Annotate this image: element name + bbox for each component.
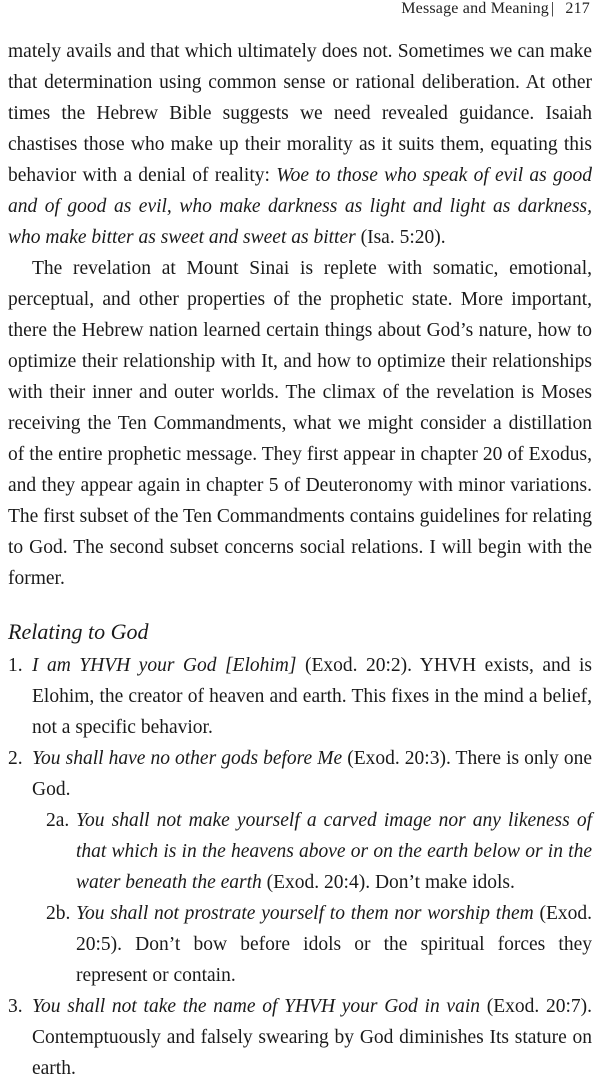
commandment-list xyxy=(8,650,592,1084)
item-number: 2b. xyxy=(46,903,71,924)
commandment-item xyxy=(8,743,592,805)
section-heading: Relating to God xyxy=(8,619,149,644)
item-text: (Exod. 20:4). Don’t make idols. xyxy=(261,872,515,893)
scripture-quote: I am YHVH your God [Elohim] xyxy=(32,655,297,676)
item-text: (Exod. 20:7). Contemptuously and falsely swearing by God diminishes Its stature on earth. xyxy=(32,996,592,1079)
paragraph-text: mately avails and that which ultimately does not. Sometimes we can make that determination using common sense or rational deliberation. At other times the Hebrew Bible suggests we need revealed guidance. Isaiah chastises those who make up their morality as it suits them, equating this behavior with a denial of reality: xyxy=(8,41,592,186)
running-title: Message and Meaning xyxy=(401,0,549,17)
item-number: 1. xyxy=(8,655,23,676)
running-header xyxy=(401,0,590,22)
item-text: (Exod. 20:5). Don’t bow before idols or the spiritual forces they represent or contain. xyxy=(76,903,593,986)
page-number: 217 xyxy=(565,0,590,17)
scripture-quote: You shall have no other gods before Me xyxy=(32,748,343,769)
item-text: (Exod. 20:2). YHVH exists, and is Elohim, the creator of heaven and earth. This fixes in the mind a belief, not a specific behavior. xyxy=(32,655,592,738)
scripture-quote: You shall not take the name of YHVH your God in vain xyxy=(32,996,480,1017)
commandment-subitem xyxy=(8,898,592,991)
commandment-subitem xyxy=(8,805,592,898)
paragraph-sinai: The revelation at Mount Sinai is replete with somatic, emotional, perceptual, and other properties of the prophetic state. More important, there the Hebrew nation learned certain things about God’s nature, how to optimize their relationship with It, and how to optimize their relationships with their inner and outer worlds. The climax of the revelation is Moses receiving the Ten Commandments, what we might consider a distillation of the entire prophetic message. They first appear in chapter 20 of Exodus, and they appear again in chapter 5 of Deuteronomy with minor variations. The first subset of the Ten Commandments contains guidelines for relating to God. The second subset concerns social relations. I will begin with the former. xyxy=(8,258,592,589)
isaiah-quote: Woe to those who speak of evil as good and of good as evil, who make darkness as light and light as darkness, who make bitter as sweet and sweet as bitter xyxy=(8,165,592,248)
scripture-quote: You shall not prostrate yourself to them nor worship them xyxy=(76,903,534,924)
commandment-item xyxy=(8,650,592,743)
commandment-item xyxy=(8,991,592,1084)
item-number: 2a. xyxy=(46,810,70,831)
header-separator: | xyxy=(550,0,555,17)
citation: (Isa. 5:20). xyxy=(355,227,446,248)
scripture-quote: You shall not make yourself a carved image nor any likeness of that which is in the heavens above or on the earth below or in the water beneath the earth xyxy=(76,810,592,893)
item-text: (Exod. 20:3). There is only one God. xyxy=(32,748,593,800)
item-number: 3. xyxy=(8,996,23,1017)
item-number: 2. xyxy=(8,748,23,769)
body-text xyxy=(8,36,592,1084)
paragraph-continued xyxy=(8,36,592,253)
